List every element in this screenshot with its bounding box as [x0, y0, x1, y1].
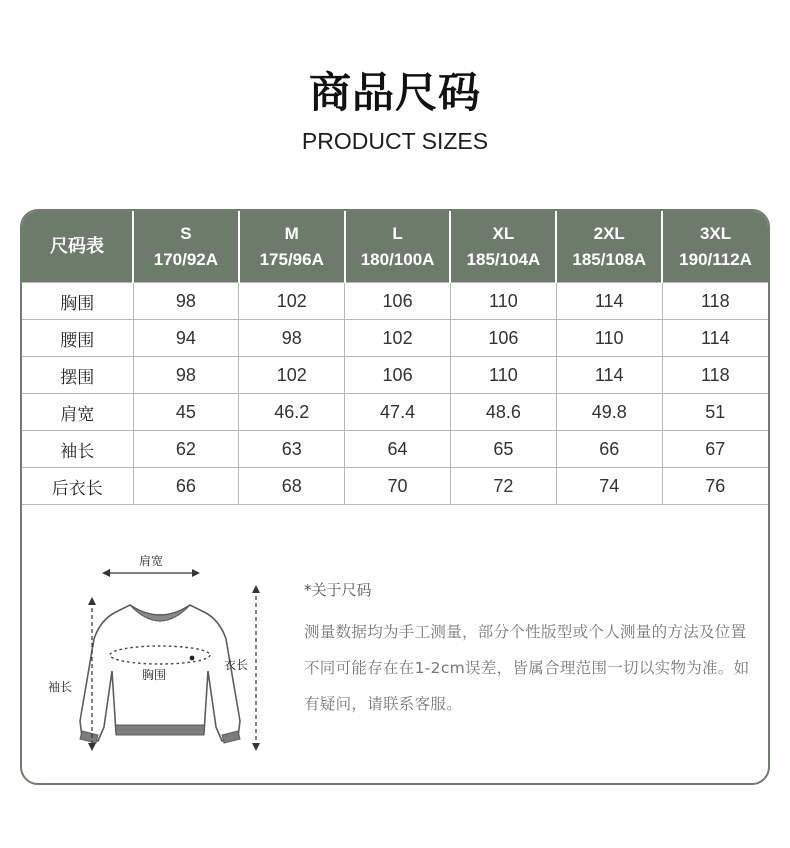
size-spec: 175/96A — [259, 249, 324, 269]
table-cell: 94 — [133, 320, 239, 357]
size-header-row — [22, 211, 768, 283]
arrow-up-icon — [252, 585, 260, 593]
table-cell: 102 — [345, 320, 451, 357]
table-cell: 76 — [662, 468, 768, 505]
notes-title: *关于尺码 — [304, 581, 372, 599]
table-cell: 106 — [450, 320, 556, 357]
chest-dot-icon — [190, 656, 195, 661]
table-cell: 67 — [662, 431, 768, 468]
table-cell: 114 — [556, 357, 662, 394]
table-cell: 66 — [556, 431, 662, 468]
table-cell: 110 — [450, 283, 556, 320]
arrow-right-icon — [192, 569, 200, 577]
arrow-up-icon — [88, 597, 96, 605]
size-spec: 190/112A — [679, 249, 752, 269]
notes-body: 测量数据均为手工测量，部分个性版型或个人测量的方法及位置不同可能存在在1-2cm误差，皆属合理范围一切以实物为准。如有疑问，请联系客服。 — [304, 623, 750, 713]
size-name: M — [284, 223, 299, 243]
size-column-header — [556, 211, 662, 283]
table-cell: 62 — [133, 431, 239, 468]
measurement-label: 后衣长 — [22, 468, 133, 505]
size-chart-card — [20, 209, 770, 785]
table-row — [22, 468, 768, 505]
measurement-label: 胸围 — [22, 283, 133, 320]
arrow-down-icon — [252, 743, 260, 751]
table-cell: 118 — [662, 283, 768, 320]
hem-rib — [116, 725, 204, 735]
table-cell: 48.6 — [450, 394, 556, 431]
table-cell: 47.4 — [345, 394, 451, 431]
table-cell: 63 — [239, 431, 345, 468]
size-column-header — [345, 211, 451, 283]
size-spec: 185/108A — [572, 249, 647, 269]
table-cell: 114 — [556, 283, 662, 320]
size-name: XL — [492, 223, 515, 243]
table-cell: 98 — [133, 357, 239, 394]
size-spec: 185/104A — [466, 249, 541, 269]
table-cell: 106 — [345, 283, 451, 320]
table-cell: 102 — [239, 357, 345, 394]
size-spec: 180/100A — [360, 249, 435, 269]
sweatshirt-measurement-icon — [36, 529, 284, 759]
table-cell: 66 — [133, 468, 239, 505]
size-notes — [304, 579, 754, 722]
table-cell: 49.8 — [556, 394, 662, 431]
sleeve-label: 袖长 — [47, 680, 73, 694]
page-title: 商品尺码 — [308, 68, 481, 117]
table-cell: 118 — [662, 357, 768, 394]
table-cell: 102 — [239, 283, 345, 320]
measurement-label: 腰围 — [22, 320, 133, 357]
table-cell: 72 — [450, 468, 556, 505]
table-cell: 98 — [133, 283, 239, 320]
table-cell: 70 — [345, 468, 451, 505]
measurement-label: 摆围 — [22, 357, 133, 394]
measurement-label: 肩宽 — [22, 394, 133, 431]
size-table-corner-label: 尺码表 — [22, 211, 133, 283]
size-name: S — [180, 223, 192, 243]
table-row — [22, 431, 768, 468]
table-cell: 74 — [556, 468, 662, 505]
table-row — [22, 320, 768, 357]
table-row — [22, 283, 768, 320]
arrow-down-icon — [88, 743, 96, 751]
table-cell: 106 — [345, 357, 451, 394]
table-cell: 51 — [662, 394, 768, 431]
size-spec: 170/92A — [153, 249, 219, 269]
table-cell: 68 — [239, 468, 345, 505]
arrow-left-icon — [102, 569, 110, 577]
size-name: 3XL — [699, 223, 732, 243]
size-column-header — [133, 211, 239, 283]
size-column-header — [662, 211, 768, 283]
size-name: 2XL — [593, 223, 625, 243]
size-column-header — [239, 211, 345, 283]
table-row — [22, 394, 768, 431]
table-cell: 114 — [662, 320, 768, 357]
length-label: 衣长 — [223, 658, 248, 672]
measurement-label: 袖长 — [22, 431, 133, 468]
table-cell: 110 — [450, 357, 556, 394]
size-column-header — [450, 211, 556, 283]
shoulder-label: 肩宽 — [138, 554, 164, 568]
size-name: L — [392, 223, 403, 243]
table-cell: 46.2 — [239, 394, 345, 431]
table-cell: 110 — [556, 320, 662, 357]
table-cell: 64 — [345, 431, 451, 468]
chest-label: 胸围 — [141, 668, 167, 682]
table-cell: 45 — [133, 394, 239, 431]
size-table — [22, 211, 768, 505]
table-cell: 98 — [239, 320, 345, 357]
table-row — [22, 357, 768, 394]
page-subtitle: PRODUCT SIZES — [301, 128, 489, 154]
table-cell: 65 — [450, 431, 556, 468]
